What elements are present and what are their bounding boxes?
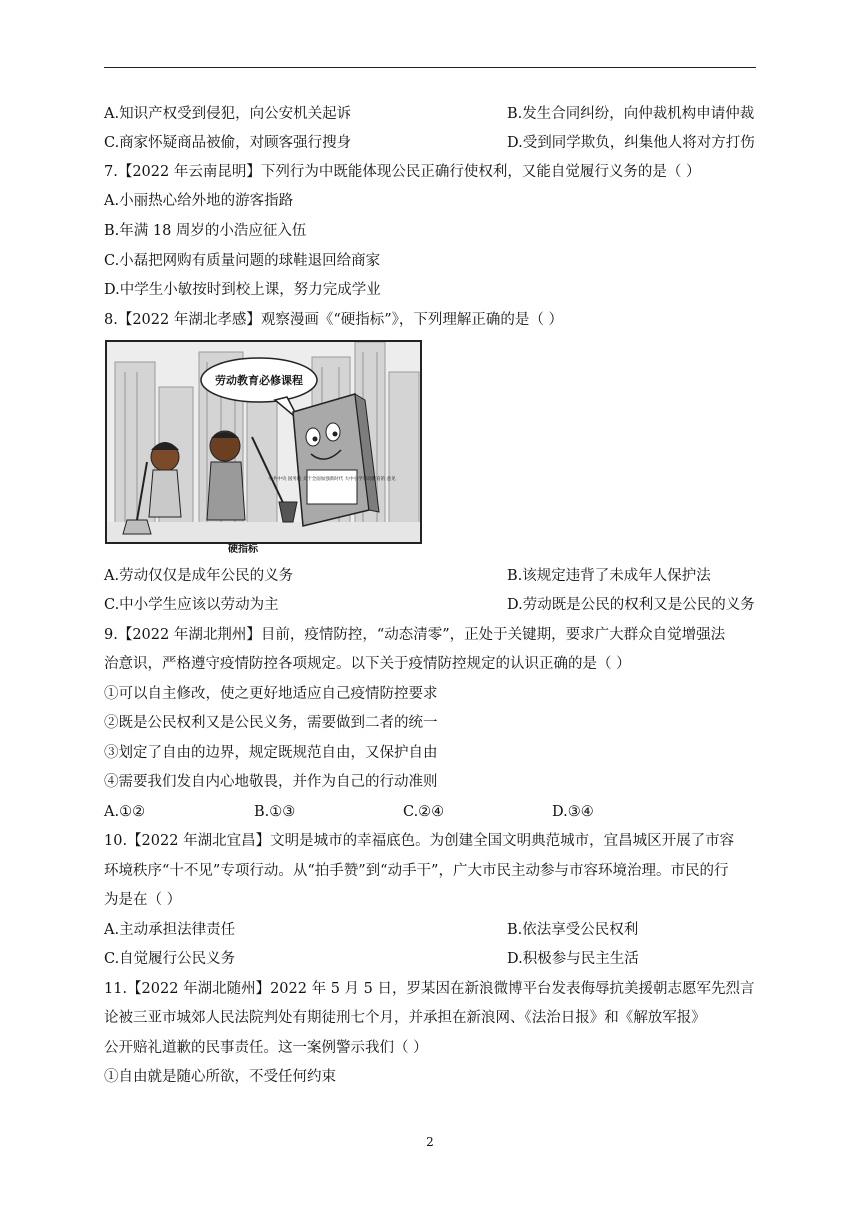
q8-option-c: C.中小学生应该以劳动为主 <box>104 597 279 613</box>
q6-option-row <box>104 104 755 124</box>
speech-bubble-text: 劳动教育必修课程 <box>215 374 303 387</box>
q10-option-d: D.积极参与民主生活 <box>507 951 639 967</box>
book-cover-text: 中共中央 国务院 关于全面加强新时代 大中小学劳动教育的 意见 <box>268 477 396 482</box>
q11-statement: ①自由就是随心所欲，不受任何约束 <box>104 1069 336 1085</box>
q9-option-c: C.②④ <box>403 804 445 820</box>
q8-option-d: D.劳动既是公民的权利又是公民的义务 <box>507 597 755 613</box>
q9-statement: ③划定了自由的边界，规定既规范自由，又保护自由 <box>104 745 438 761</box>
q11-stem-line: 论被三亚市城郊人民法院判处有期徒刑七个月，并承担在新浪网、《法治日报》和《解放军报》 <box>104 1010 706 1026</box>
q10-stem-line: 10.【2022 年湖北宜昌】文明是城市的幸福底色。为创建全国文明典范城市，宜昌城区开展了市容 <box>104 833 735 849</box>
cartoon-hard-indicator <box>105 340 422 544</box>
q9-statement: ④需要我们发自内心地敬畏，并作为自己的行动准则 <box>104 774 438 790</box>
q11-stem-line: 11.【2022 年湖北随州】2022 年 5 月 5 日，罗某因在新浪微博平台发表侮辱抗美援朝志愿军先烈言 <box>104 981 755 997</box>
q6-option-b: B.发生合同纠纷，向仲裁机构申请仲裁 <box>507 106 755 122</box>
q10-option-b: B.依法享受公民权利 <box>507 922 639 938</box>
q9-option-b: B.①③ <box>254 804 296 820</box>
q9-statement: ②既是公民权利又是公民义务，需要做到二者的统一 <box>104 715 438 731</box>
q10-option-c: C.自觉履行公民义务 <box>104 951 236 967</box>
q8-option-row <box>104 566 711 586</box>
q8-option-b: B.该规定违背了未成年人保护法 <box>507 568 711 584</box>
q7-option-a: A.小丽热心给外地的游客指路 <box>104 193 294 209</box>
q9-stem-line: 9.【2022 年湖北荆州】目前，疫情防控，“动态清零”，正处于关键期，要求广大群众自觉增强法 <box>104 627 726 643</box>
q8-option-a: A.劳动仅仅是成年公民的义务 <box>104 568 294 584</box>
q7-stem: 7.【2022 年云南昆明】下列行为中既能体现公民正确行使权利，又能自觉履行义务的是（ ） <box>104 164 701 180</box>
q6-option-c: C.商家怀疑商品被偷，对顾客强行搜身 <box>104 135 352 151</box>
q7-option-b: B.年满 18 周岁的小浩应征入伍 <box>104 223 307 239</box>
q8-stem: 8.【2022 年湖北孝感】观察漫画《“硬指标”》，下列理解正确的是（ ） <box>104 312 564 328</box>
q10-stem-line: 环境秩序“十不见”专项行动。从“拍手赞”到“动手干”，广大市民主动参与市容环境治理。市民的行 <box>104 863 729 879</box>
q10-stem-line: 为是在（ ） <box>104 892 182 908</box>
q10-option-row <box>104 920 639 940</box>
cartoon-caption: 硬指标 <box>228 544 258 555</box>
q9-option-d: D.③④ <box>552 804 594 820</box>
q6-option-row <box>104 133 755 153</box>
q7-option-c: C.小磊把网购有质量问题的球鞋退回给商家 <box>104 253 381 269</box>
q11-stem-line: 公开赔礼道歉的民事责任。这一案例警示我们（ ） <box>104 1040 428 1056</box>
cartoon-illustration <box>107 342 420 542</box>
q6-option-a: A.知识产权受到侵犯，向公安机关起诉 <box>104 106 352 122</box>
q9-stem-line: 治意识，严格遵守疫情防控各项规定。以下关于疫情防控规定的认识正确的是（ ） <box>104 656 631 672</box>
q7-option-d: D.中学生小敏按时到校上课，努力完成学业 <box>104 282 381 298</box>
q9-statement: ①可以自主修改，使之更好地适应自己疫情防控要求 <box>104 686 438 702</box>
q10-option-a: A.主动承担法律责任 <box>104 922 236 938</box>
q6-option-d: D.受到同学欺负，纠集他人将对方打伤 <box>507 135 755 151</box>
header-rule <box>104 67 756 68</box>
page-number: 2 <box>426 1135 434 1149</box>
q9-option-a: A.①② <box>104 804 146 820</box>
q8-option-row <box>104 595 755 615</box>
q10-option-row <box>104 949 639 969</box>
